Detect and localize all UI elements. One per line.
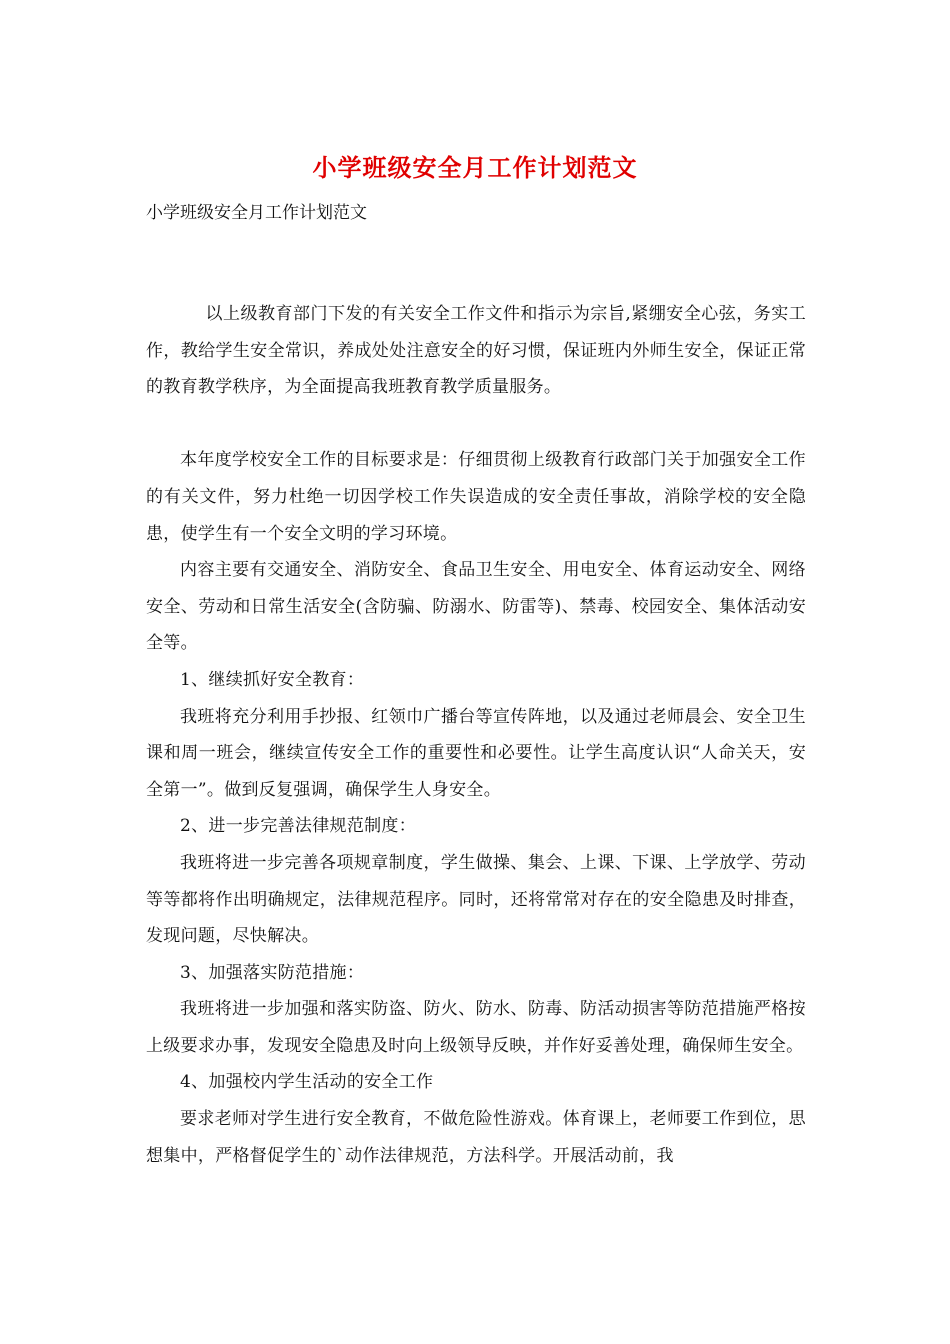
paragraph-goals: 本年度学校安全工作的目标要求是：仔细贯彻上级教育行政部门关于加强安全工作的有关文件，努力杜绝一切因学校工作失误造成的安全责任事故，消除学校的安全隐患，使学生有一个安全文明的学习环境。	[146, 450, 806, 544]
section-heading-3: 3、加强落实防范措施：	[180, 962, 365, 983]
section-heading-2: 2、进一步完善法律规范制度：	[180, 816, 417, 837]
paragraph-section-1: 我班将充分利用手抄报、红领巾广播台等宣传阵地，以及通过老师晨会、安全卫生课和周一班会，继续宣传安全工作的重要性和必要性。让学生高度认识“人命关天，安全第一”。做到反复强调，确保学生人身安全。	[146, 706, 806, 800]
paragraph-section-3: 我班将进一步加强和落实防盗、防火、防水、防毒、防活动损害等防范措施严格按上级要求办事，发现安全隐患及时向上级领导反映，并作好妥善处理，确保师生安全。	[146, 999, 806, 1056]
document-body	[146, 296, 806, 1174]
paragraph-section-2: 我班将进一步完善各项规章制度，学生做操、集会、上课、下课、上学放学、劳动等等都将作出明确规定，法律规范程序。同时，还将常常对存在的安全隐患及时排查，发现问题，尽快解决。	[146, 852, 806, 947]
section-heading-1: 1、继续抓好安全教育：	[180, 669, 365, 690]
paragraph-content: 内容主要有交通安全、消防安全、食品卫生安全、用电安全、体育运动安全、网络安全、劳动和日常生活安全(含防骗、防溺水、防雷等)、禁毒、校园安全、集体活动安全等。	[146, 560, 806, 654]
paragraph-section-4: 要求老师对学生进行安全教育，不做危险性游戏。体育课上，老师要工作到位，思想集中，严格督促学生的`动作法律规范，方法科学。开展活动前，我	[146, 1109, 806, 1166]
section-heading-4: 4、加强校内学生活动的安全工作	[180, 1072, 434, 1093]
paragraph-intro: 以上级教育部门下发的有关安全工作文件和指示为宗旨,紧绷安全心弦，务实工作，教给学生安全常识，养成处处注意安全的好习惯，保证班内外师生安全，保证正常的教育教学秩序，为全面提高我班教育教学质量服务。	[146, 304, 806, 398]
document-subtitle: 小学班级安全月工作计划范文	[146, 203, 367, 223]
document-title: 小学班级安全月工作计划范文	[312, 153, 638, 182]
